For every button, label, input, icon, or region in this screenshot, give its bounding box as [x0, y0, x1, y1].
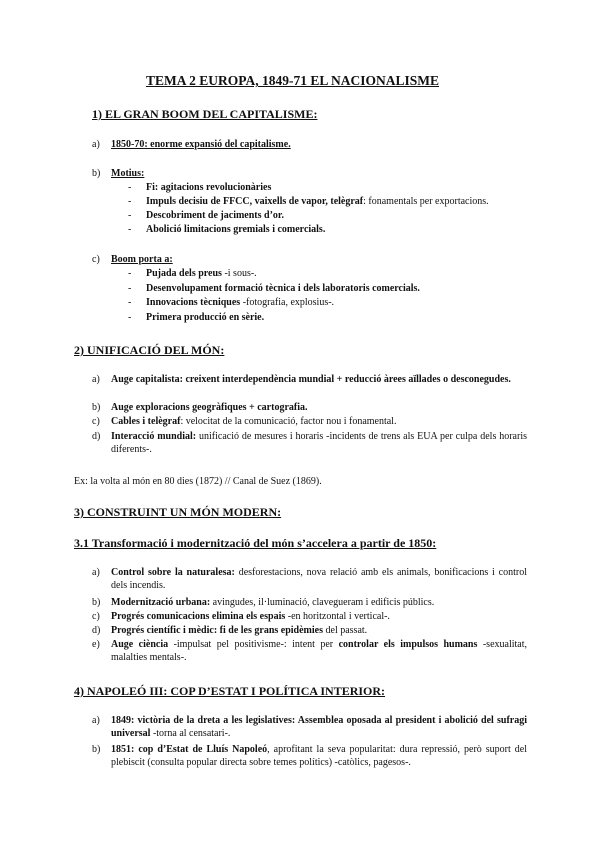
list-item: Cables i telègraf: velocitat de la comunicació, factor nou i fonamental. — [111, 416, 397, 427]
bullet-dash: - — [128, 268, 132, 279]
list-item: Fi: agitacions revolucionàries — [146, 182, 272, 193]
document-title: TEMA 2 EUROPA, 1849-71 EL NACIONALISME — [146, 73, 440, 88]
list-item: Desenvolupament formació tècnica i dels laboratoris comercials. — [146, 283, 420, 294]
list-item: Interacció mundial: unificació de mesures i horaris -incidents de trens als EUA per culpa dels horaris diferents-. — [111, 431, 527, 455]
item-marker: a) — [92, 374, 100, 385]
list-item: 1849: victòria de la dreta a les legislatives: Assemblea oposada al president i abolició del sufragi universal -torna al censatari-. — [111, 715, 527, 739]
item-marker: c) — [92, 254, 100, 265]
motius-heading: Motius: — [111, 168, 145, 179]
item-marker: a) — [92, 139, 100, 150]
bullet-dash: - — [128, 224, 132, 235]
list-item: Progrés comunicacions elimina els espais -en horitzontal i vertical-. — [111, 611, 390, 622]
item-marker: d) — [92, 625, 101, 636]
bullet-dash: - — [128, 182, 132, 193]
section-3-heading: 3) CONSTRUINT UN MÓN MODERN: — [74, 505, 282, 519]
item-marker: b) — [92, 597, 101, 608]
bullet-dash: - — [128, 312, 132, 323]
list-item: Modernització urbana: avingudes, il·luminació, clavegueram i edificis públics. — [111, 597, 435, 608]
section-4-heading: 4) NAPOLEÓ III: COP D’ESTAT I POLÍTICA INTERIOR: — [74, 684, 386, 698]
boom-heading: Boom porta a: — [111, 254, 173, 265]
item-marker: b) — [92, 402, 101, 413]
list-item: Auge capitalista: creixent interdependència mundial + reducció àrees aïllades o desconegudes. — [111, 374, 511, 385]
bullet-dash: - — [128, 297, 132, 308]
bullet-dash: - — [128, 196, 132, 207]
section-2-heading: 2) UNIFICACIÓ DEL MÓN: — [74, 343, 225, 357]
list-item: 1851: cop d’Estat de Lluís Napoleó, aprofitant la seva popularitat: dura repressió, però suport del plebiscit (consulta popular directa sobre temes polítics) -catòlics, pagesos-. — [111, 744, 528, 768]
list-item: Progrés científic i mèdic: fi de les grans epidèmies del passat. — [111, 625, 368, 636]
item-marker: b) — [92, 744, 101, 755]
list-item: Impuls decisiu de FFCC, vaixells de vapor, telègraf: fonamentals per exportacions. — [146, 196, 489, 207]
list-item: Pujada dels preus -i sous-. — [146, 268, 257, 279]
bullet-dash: - — [128, 210, 132, 221]
item-marker: b) — [92, 168, 101, 179]
section-1-heading: 1) EL GRAN BOOM DEL CAPITALISME: — [92, 107, 318, 121]
section-1-point-a: 1850-70: enorme expansió del capitalisme. — [111, 139, 291, 150]
item-marker: c) — [92, 416, 100, 427]
item-marker: c) — [92, 611, 100, 622]
list-item: Descobriment de jaciments d’or. — [146, 210, 284, 221]
section-3-1-heading: 3.1 Transformació i modernització del món s’accelera a partir de 1850: — [74, 536, 437, 550]
list-item: Control sobre la naturalesa: desforestacions, nova relació amb els animals, bonificacions i control dels incendis. — [111, 567, 527, 591]
example-line: Ex: la volta al món en 80 dies (1872) // Canal de Suez (1869). — [74, 476, 322, 487]
list-item: Auge exploracions geogràfiques + cartografia. — [111, 402, 308, 413]
list-item: Innovacions tècniques -fotografia, explosius-. — [146, 297, 335, 308]
list-item: Auge ciència -impulsat pel positivisme-: intent per controlar els impulsos humans -sexualitat, malalties mentals-. — [111, 639, 527, 663]
bullet-dash: - — [128, 283, 132, 294]
list-item: Abolició limitacions gremials i comercials. — [146, 224, 326, 235]
item-marker: d) — [92, 431, 101, 442]
item-marker: a) — [92, 715, 100, 726]
item-marker: e) — [92, 639, 100, 650]
list-item: Primera producció en sèrie. — [146, 312, 265, 323]
item-marker: a) — [92, 567, 100, 578]
